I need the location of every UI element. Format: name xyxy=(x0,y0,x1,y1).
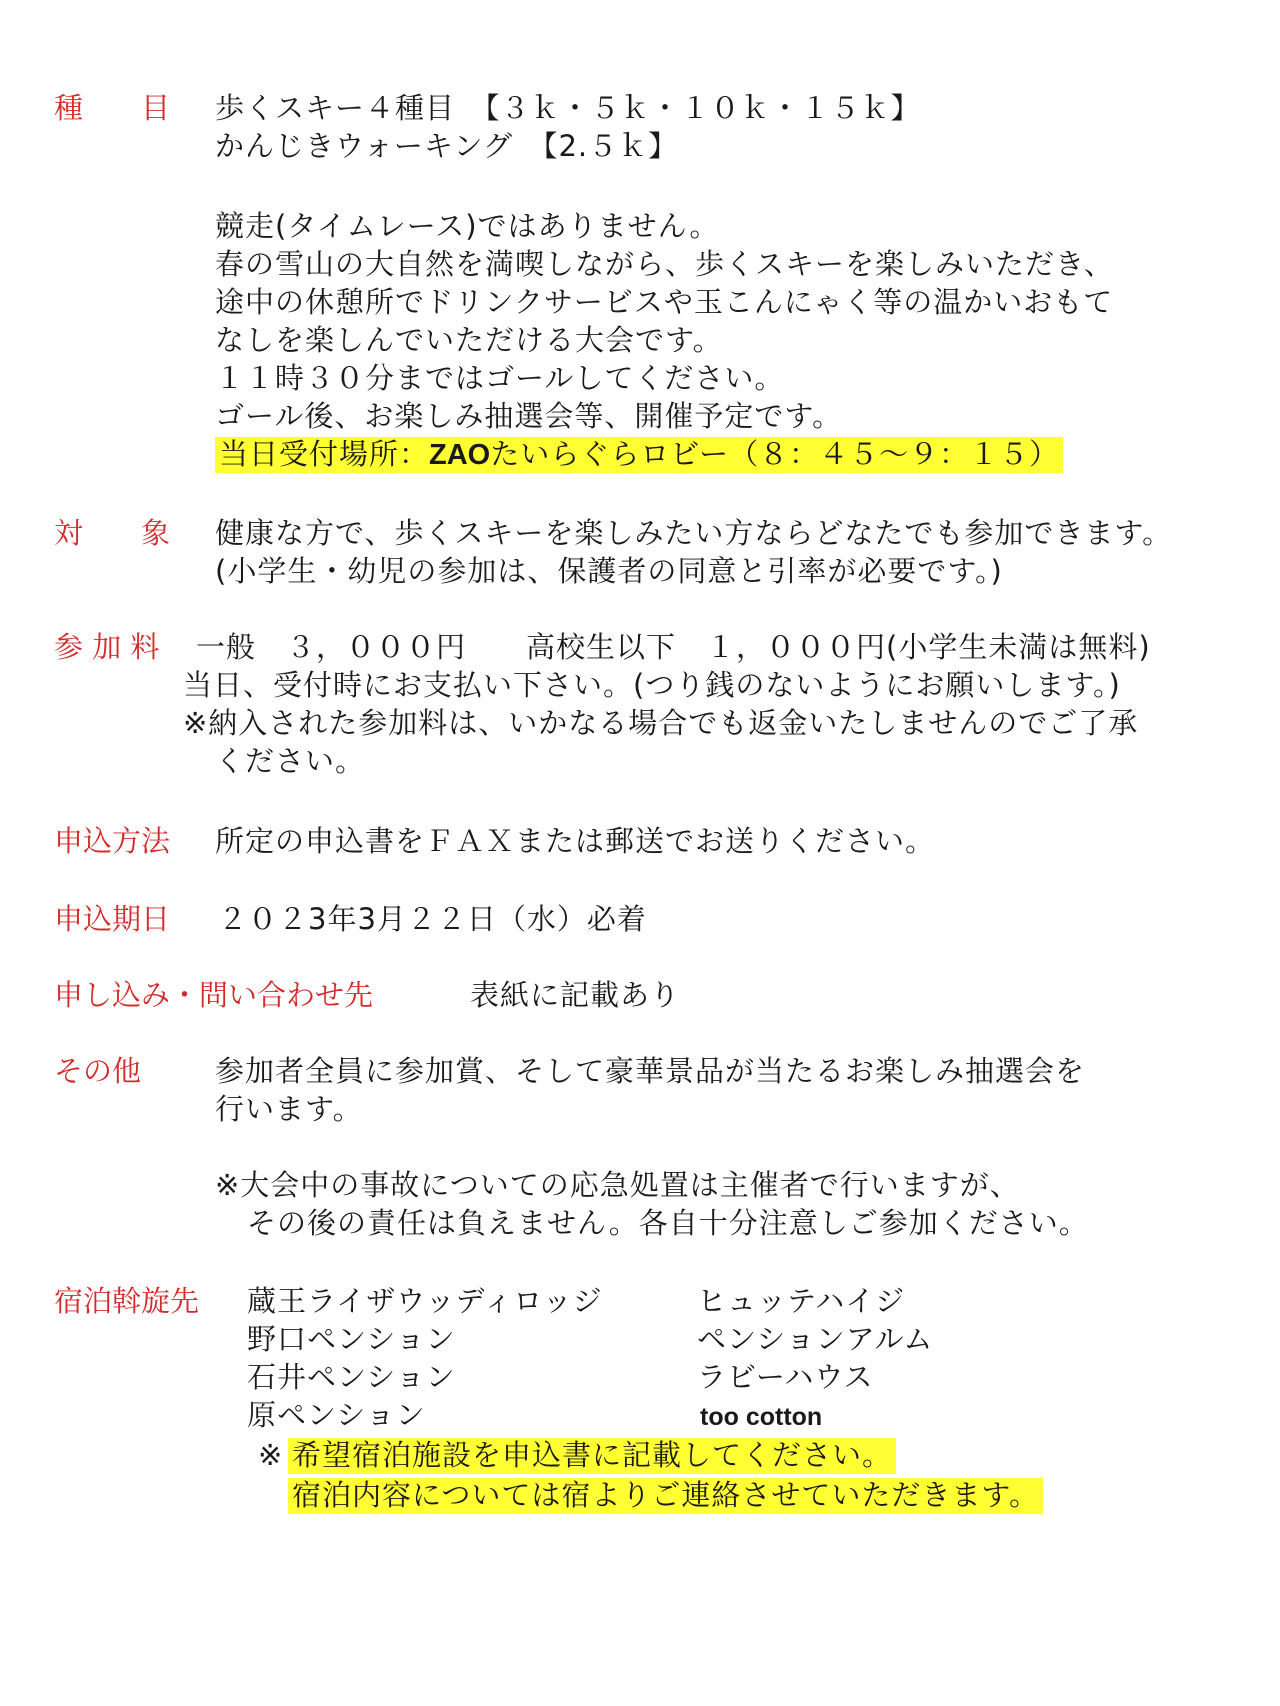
reception-highlight xyxy=(215,435,1063,474)
lodging-left-3: 石井ペンション xyxy=(247,1360,456,1394)
other-note-1: ※大会中の事故についての応急処置は主催者で行いますが、 xyxy=(215,1168,1020,1202)
events-desc-3: 途中の休憩所でドリンクサービスや玉こんにゃく等の温かいおもて xyxy=(215,285,1114,319)
target-line-2: (小学生・幼児の参加は、保護者の同意と引率が必要です。) xyxy=(215,554,1003,588)
fee-line-1: 一般 ３，０００円 高校生以下 １，０００円(小学生未満は無料) xyxy=(196,630,1151,664)
events-line-1: 歩くスキー４種目 【３ｋ・５ｋ・１０ｋ・１５ｋ】 xyxy=(215,91,921,125)
events-line-2: かんじきウォーキング 【2.５ｋ】 xyxy=(215,129,679,163)
other-line-1: 参加者全員に参加賞、そして豪華景品が当たるお楽しみ抽選会を xyxy=(215,1054,1086,1088)
lodging-note-2 xyxy=(288,1476,1043,1514)
events-desc-2: 春の雪山の大自然を満喫しながら、歩くスキーを楽しみいただき、 xyxy=(215,247,1114,281)
target-label: 対 象 xyxy=(54,516,171,550)
events-desc-5: １１時３０分まではゴールしてください。 xyxy=(215,361,785,395)
events-label: 種 目 xyxy=(54,91,171,125)
contact-label: 申し込み・問い合わせ先 xyxy=(54,978,374,1012)
fee-line-2: 当日、受付時にお支払い下さい。(つり銭のないようにお願いします。) xyxy=(183,668,1121,702)
reception-venue: ZAO xyxy=(429,439,491,471)
events-desc-1: 競走(タイムレース)ではありません。 xyxy=(215,209,720,243)
lodging-note-1 xyxy=(288,1436,896,1474)
lodging-note-1-text: 希望宿泊施設を申込書に記載してください。 xyxy=(288,1438,896,1474)
lodging-note-mark: ※ xyxy=(258,1438,284,1472)
contact-text: 表紙に記載あり xyxy=(470,978,681,1012)
other-label: その他 xyxy=(54,1054,142,1088)
lodging-right-2: ペンションアルム xyxy=(697,1322,934,1356)
lodging-right-1: ヒュッテハイジ xyxy=(697,1284,906,1318)
deadline-text: ２０２3年3月２２日（水）必着 xyxy=(218,902,647,936)
lodging-label: 宿泊斡旋先 xyxy=(54,1284,200,1318)
lodging-left-1: 蔵王ライザウッディロッジ xyxy=(247,1284,603,1318)
lodging-right-4: too cotton xyxy=(700,1403,823,1431)
deadline-label: 申込期日 xyxy=(54,902,171,936)
events-desc-4: なしを楽しんでいただける大会です。 xyxy=(215,323,723,357)
events-desc-6: ゴール後、お楽しみ抽選会等、開催予定です。 xyxy=(215,399,843,433)
apply-method-text: 所定の申込書をＦＡＸまたは郵送でお送りください。 xyxy=(215,824,936,858)
fee-line-4: ください。 xyxy=(215,744,366,778)
fee-label: 参 加 料 xyxy=(54,630,160,664)
fee-line-3: ※納入された参加料は、いかなる場合でも返金いたしませんのでご了承 xyxy=(183,706,1139,740)
lodging-left-4: 原ペンション xyxy=(247,1398,426,1432)
target-line-1: 健康な方で、歩くスキーを楽しみたい方ならどなたでも参加できます。 xyxy=(215,516,1173,550)
other-note-2: その後の責任は負えません。各自十分注意しご参加ください。 xyxy=(247,1206,1089,1240)
reception-prefix: 当日受付場所： xyxy=(219,437,430,471)
lodging-right-3: ラビーハウス xyxy=(697,1360,874,1394)
apply-method-label: 申込方法 xyxy=(54,824,171,858)
lodging-left-2: 野口ペンション xyxy=(247,1322,456,1356)
other-line-2: 行います。 xyxy=(215,1092,363,1126)
lodging-note-2-text: 宿泊内容については宿よりご連絡させていただきます。 xyxy=(288,1478,1043,1514)
reception-rest: たいらぐらロビー（８：４５～９：１５） xyxy=(490,437,1060,471)
